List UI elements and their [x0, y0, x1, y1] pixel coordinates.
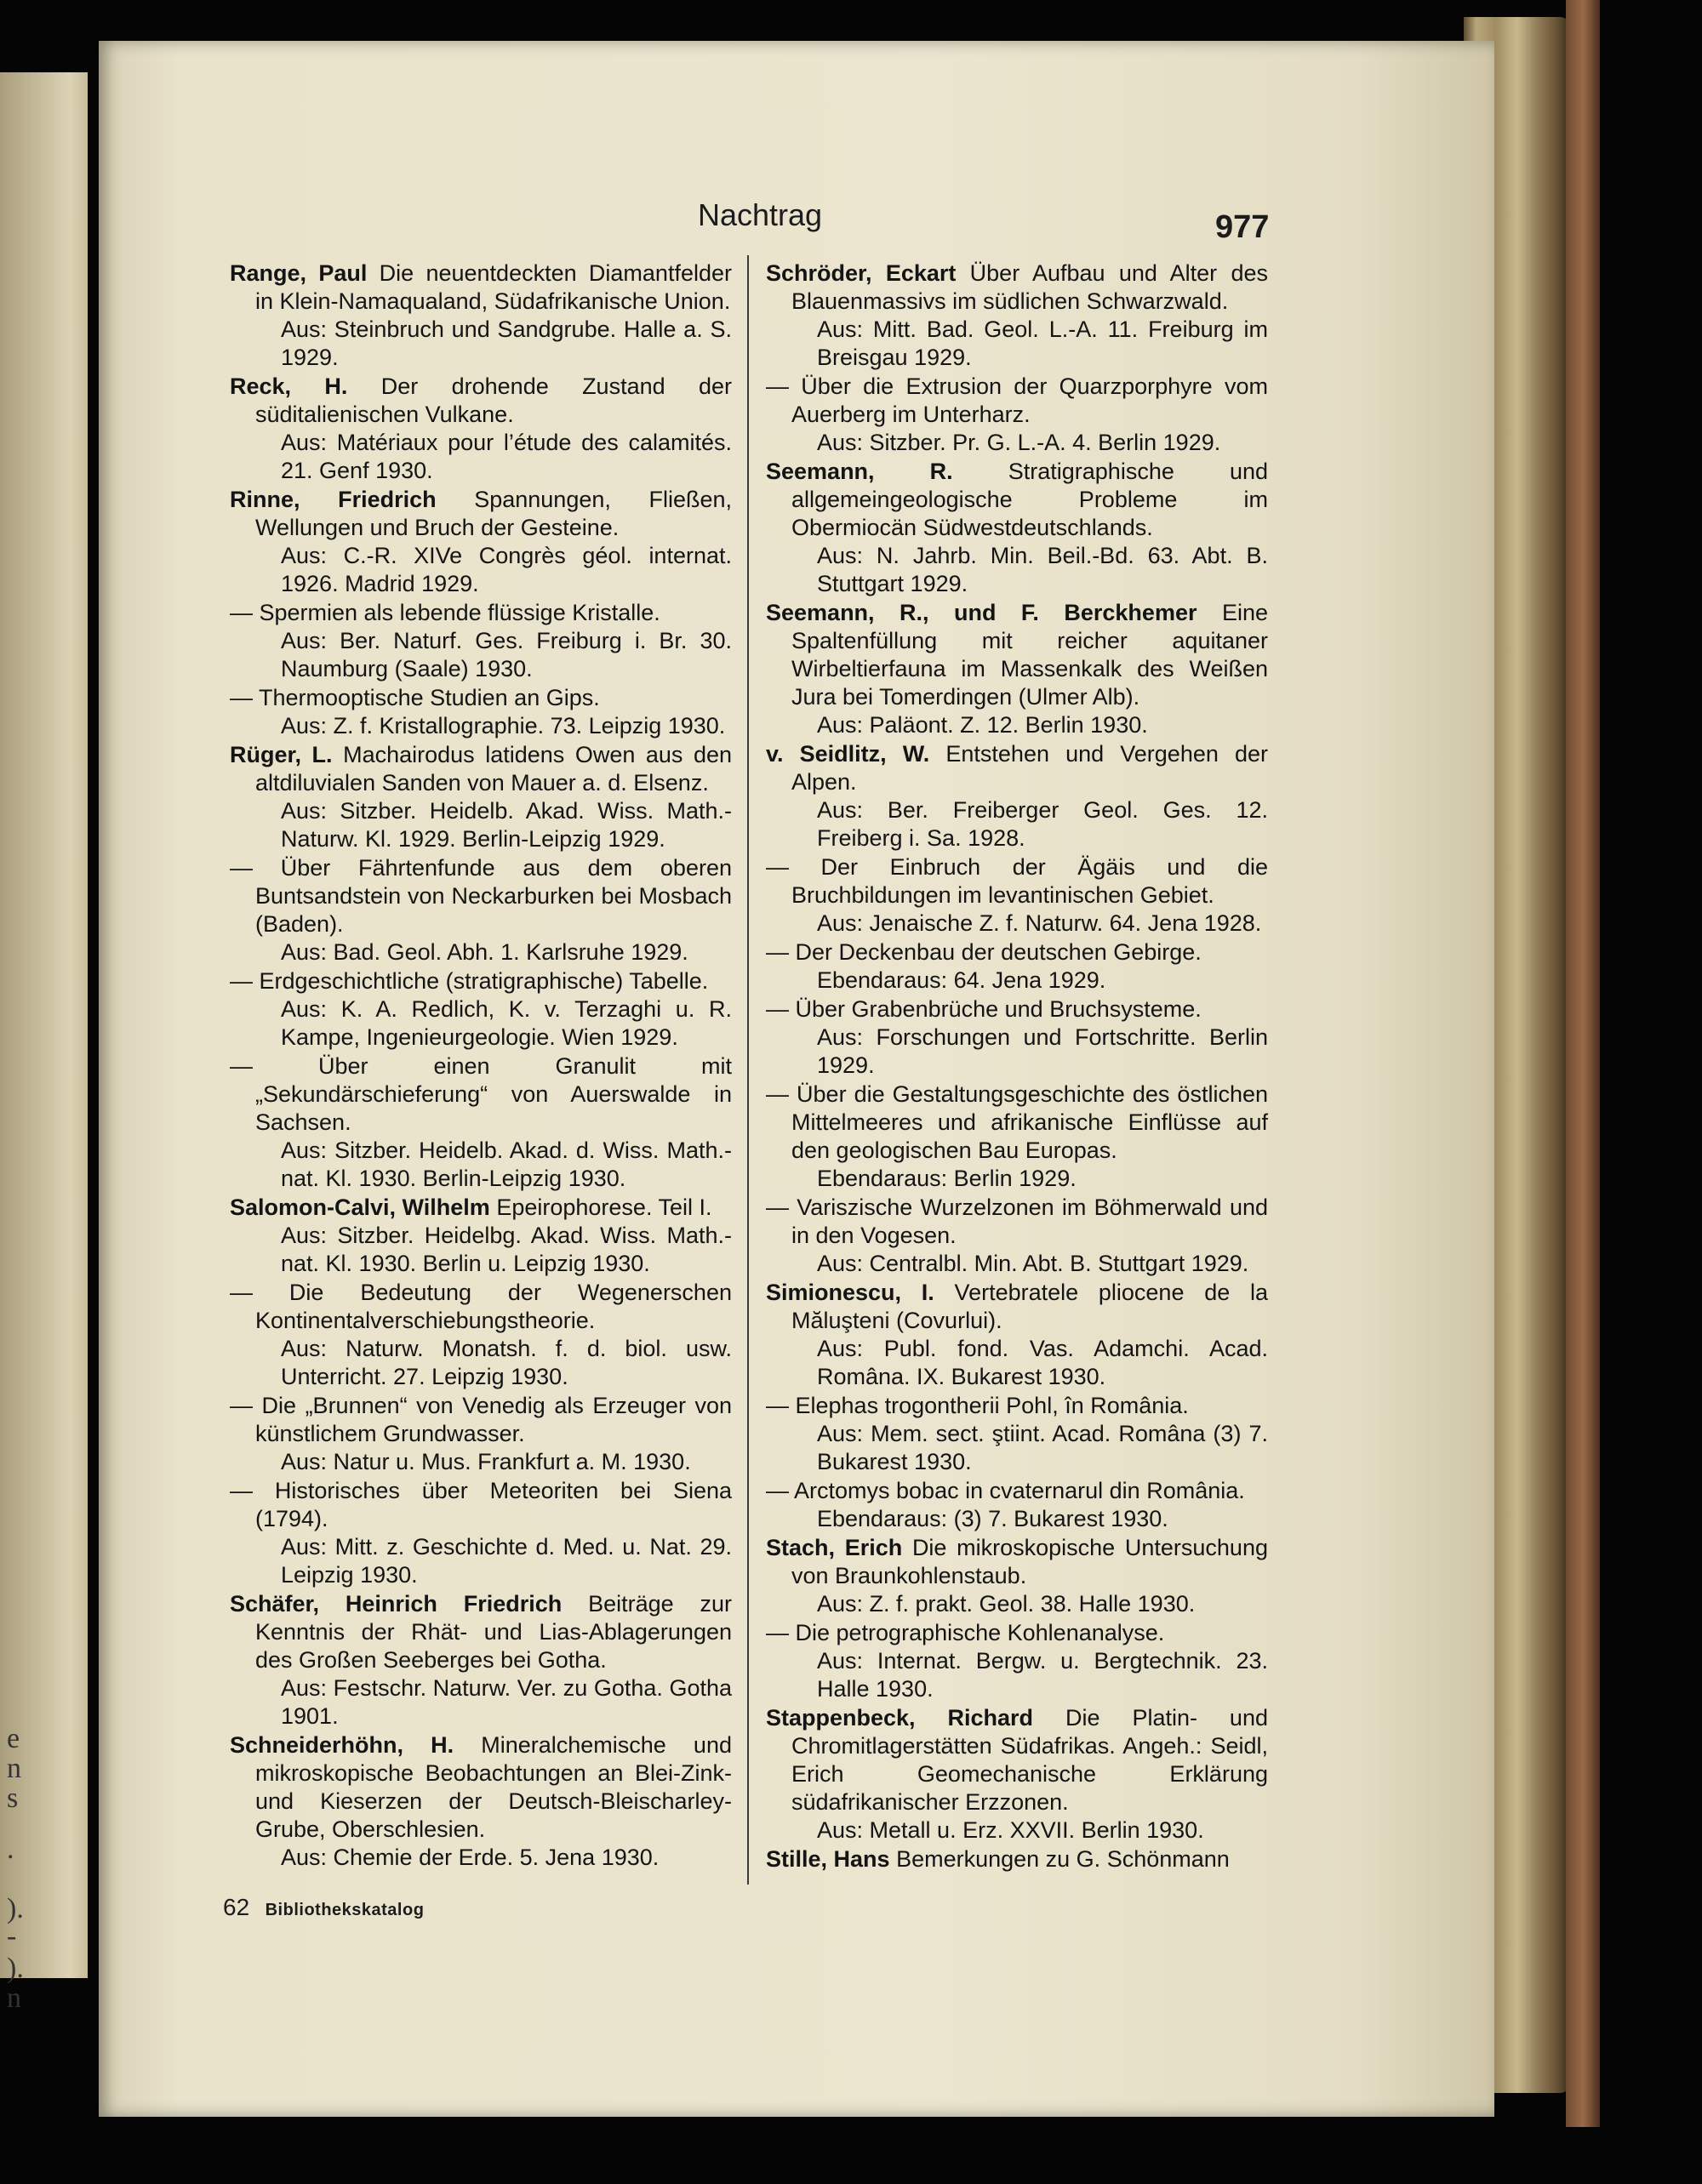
entry-source: Aus: Jenaische Z. f. Naturw. 64. Jena 1928.: [817, 910, 1262, 936]
footer-signature: [223, 1894, 424, 1921]
bibliography-entry: [230, 1590, 732, 1731]
bibliography-entry: [766, 1534, 1268, 1618]
running-header: Nachtrag: [698, 197, 823, 232]
entry-title: — Spermien als lebende flüssige Kristalle.: [230, 600, 660, 625]
entry-title: — Über die Gestaltungsgeschichte des östlichen Mittelmeeres und afrikanische Einflüsse auf den geologischen Bau Europas.: [766, 1081, 1268, 1163]
facing-page-fragment: e: [7, 1723, 20, 1754]
bibliography-entry: [230, 1052, 732, 1193]
entry-source: Aus: Publ. fond. Vas. Adamchi. Acad. Româna. IX. Bukarest 1930.: [817, 1336, 1268, 1389]
entry-source: Aus: Matériaux pour l’étude des calamités. 21. Genf 1930.: [281, 430, 732, 483]
entry-author: Schäfer, Heinrich Friedrich: [230, 1591, 563, 1617]
entry-author: Rüger, L.: [230, 742, 333, 767]
entry-source: Aus: Naturw. Monatsh. f. d. biol. usw. Unterricht. 27. Leipzig 1930.: [281, 1336, 732, 1389]
entry-title: Mineralchemische und mikroskopische Beobachtungen an Blei-Zink- und Kieserzen der Deutsch-Bleischarley-Grube, Oberschlesien.: [255, 1732, 732, 1842]
entry-author: Schneiderhöhn, H.: [230, 1732, 454, 1758]
entry-source: Aus: N. Jahrb. Min. Beil.-Bd. 63. Abt. B. Stuttgart 1929.: [817, 543, 1268, 596]
right-column: [766, 259, 1268, 1874]
entry-author: v. Seidlitz, W.: [766, 741, 930, 767]
entry-title: — Die Bedeutung der Wegenerschen Kontinentalverschiebungstheorie.: [230, 1280, 732, 1333]
entry-source: Ebendaraus: 64. Jena 1929.: [817, 967, 1106, 993]
entry-title: — Thermooptische Studien an Gips.: [230, 685, 600, 710]
left-column: [230, 259, 732, 1873]
entry-source: Aus: K. A. Redlich, K. v. Terzaghi u. R. Kampe, Ingenieurgeologie. Wien 1929.: [281, 996, 732, 1050]
bibliography-entry: [230, 373, 732, 485]
entry-title: Entstehen und Vergehen der Alpen.: [791, 741, 1269, 795]
signature-number: 62: [223, 1894, 250, 1920]
facing-page-fragment: -: [7, 1920, 17, 1952]
bibliography-entry: [766, 259, 1268, 372]
entry-source: Aus: Centralbl. Min. Abt. B. Stuttgart 1929.: [817, 1251, 1249, 1276]
entry-title: — Über Fährtenfunde aus dem oberen Buntsandstein von Neckarburken bei Mosbach (Baden).: [230, 855, 732, 937]
entry-source: Aus: Paläont. Z. 12. Berlin 1930.: [817, 712, 1148, 738]
entry-title: — Der Einbruch der Ägäis und die Bruchbildungen im levantinischen Gebiet.: [766, 854, 1268, 908]
entry-title: Vertebratele pliocene de la Măluşteni (Covurlui).: [791, 1280, 1268, 1333]
column-divider: [747, 255, 749, 1885]
bibliography-entry: [766, 740, 1268, 853]
bibliography-entry: [230, 599, 732, 683]
entry-title: — Elephas trogontherii Pohl, în România.: [766, 1393, 1189, 1418]
bibliography-entry: [230, 1477, 732, 1589]
entry-source: Aus: Z. f. prakt. Geol. 38. Halle 1930.: [817, 1591, 1196, 1617]
entry-source: Aus: Bad. Geol. Abh. 1. Karlsruhe 1929.: [281, 939, 688, 965]
entry-source: Aus: Mitt. z. Geschichte d. Med. u. Nat. 29. Leipzig 1930.: [281, 1534, 732, 1588]
entry-source: Aus: Forschungen und Fortschritte. Berlin 1929.: [817, 1024, 1268, 1078]
facing-page-fragment: n: [7, 1982, 21, 2014]
entry-source: Aus: Ber. Naturf. Ges. Freiburg i. Br. 30. Naumburg (Saale) 1930.: [281, 628, 732, 681]
entry-source: Aus: Mitt. Bad. Geol. L.-A. 11. Freiburg im Breisgau 1929.: [817, 316, 1268, 370]
bibliography-entry: [766, 938, 1268, 995]
bibliography-entry: [230, 967, 732, 1052]
entry-title: Epeirophorese. Teil I.: [496, 1195, 712, 1220]
bibliography-entry: [766, 1279, 1268, 1391]
entry-title: Bemerkungen zu G. Schönmann: [896, 1846, 1230, 1872]
entry-title: Machairodus latidens Owen aus den altdiluvialen Sanden von Mauer a. d. Elsenz.: [255, 742, 733, 795]
entry-source: Aus: Sitzber. Pr. G. L.-A. 4. Berlin 1929.: [817, 430, 1221, 455]
entry-title: Die mikroskopische Untersuchung von Braunkohlenstaub.: [791, 1535, 1268, 1588]
entry-title: Über Aufbau und Alter des Blauenmassivs im südlichen Schwarzwald.: [791, 260, 1268, 314]
bibliography-entry: [766, 1619, 1268, 1703]
entry-title: — Die „Brunnen“ von Venedig als Erzeuger von künstlichem Grundwasser.: [230, 1393, 732, 1446]
entry-source: Aus: Festschr. Naturw. Ver. zu Gotha. Gotha 1901.: [281, 1675, 732, 1729]
facing-page-fragment: ).: [7, 1893, 24, 1925]
entry-title: Beiträge zur Kenntnis der Rhät- und Lias-Ablagerungen des Großen Seeberges bei Gotha.: [255, 1591, 732, 1673]
bibliography-entry: [766, 1704, 1268, 1845]
entry-source: Aus: C.-R. XIVe Congrès géol. internat. 1926. Madrid 1929.: [281, 543, 732, 596]
entry-title: — Historisches über Meteoriten bei Siena (1794).: [230, 1478, 732, 1531]
entry-author: Reck, H.: [230, 374, 348, 399]
entry-source: Aus: Chemie der Erde. 5. Jena 1930.: [281, 1845, 660, 1870]
entry-title: Die Platin- und Chromitlagerstätten Südafrikas. Angeh.: Seidl, Erich Geomechanische Erklärung südafrikanischer Erzzonen.: [791, 1705, 1268, 1815]
bibliography-entry: [230, 684, 732, 740]
entry-author: Rinne, Friedrich: [230, 487, 437, 512]
entry-source: Aus: Natur u. Mus. Frankfurt a. M. 1930.: [281, 1449, 691, 1474]
entry-source: Aus: Sitzber. Heidelb. Akad. d. Wiss. Math.-nat. Kl. 1930. Berlin-Leipzig 1930.: [281, 1138, 732, 1191]
entry-title: Der drohende Zustand der süditalienischen Vulkane.: [255, 374, 732, 427]
bibliography-entry: [766, 1845, 1268, 1873]
entry-title: — Über die Extrusion der Quarzporphyre vom Auerberg im Unterharz.: [766, 374, 1268, 427]
entry-author: Schröder, Eckart: [766, 260, 957, 286]
bibliography-entry: [230, 1392, 732, 1476]
entry-author: Stach, Erich: [766, 1535, 903, 1560]
bibliography-entry: [230, 1731, 732, 1872]
page-number: 977: [1215, 209, 1270, 245]
bibliography-entry: [766, 1081, 1268, 1193]
bibliography-entry: [766, 1194, 1268, 1278]
entry-author: Simionescu, I.: [766, 1280, 934, 1305]
facing-page-fragment: ).: [7, 1953, 24, 1984]
entry-source: Ebendaraus: Berlin 1929.: [817, 1166, 1077, 1191]
book-cover-edge: [1566, 0, 1600, 2127]
bibliography-entry: [766, 1477, 1268, 1533]
bibliography-entry: [766, 1392, 1268, 1476]
entry-source: Aus: Steinbruch und Sandgrube. Halle a. S. 1929.: [281, 316, 732, 370]
entry-source: Aus: Internat. Bergw. u. Bergtechnik. 23. Halle 1930.: [817, 1648, 1268, 1702]
entry-source: Aus: Ber. Freiberger Geol. Ges. 12. Freiberg i. Sa. 1928.: [817, 797, 1268, 851]
entry-title: Eine Spaltenfüllung mit reicher aquitaner Wirbeltierfauna im Massenkalk des Weißen Jura bei Tomerdingen (Ulmer Alb).: [791, 600, 1268, 710]
entry-source: Aus: Metall u. Erz. XXVII. Berlin 1930.: [817, 1817, 1204, 1843]
bibliography-entry: [230, 1279, 732, 1391]
entry-source: Ebendaraus: (3) 7. Bukarest 1930.: [817, 1506, 1168, 1531]
entry-title: — Der Deckenbau der deutschen Gebirge.: [766, 939, 1202, 965]
entry-author: Salomon-Calvi, Wilhelm: [230, 1195, 490, 1220]
signature-label: Bibliothekskatalog: [265, 1901, 425, 1919]
bibliography-entry: [230, 486, 732, 598]
entry-title: Spannungen, Fließen, Wellungen und Bruch der Gesteine.: [255, 487, 732, 540]
entry-title: — Variszische Wurzelzonen im Böhmerwald und in den Vogesen.: [766, 1195, 1268, 1248]
entry-author: Seemann, R.: [766, 459, 953, 484]
entry-source: Aus: Sitzber. Heidelb. Akad. Wiss. Math.-Naturw. Kl. 1929. Berlin-Leipzig 1929.: [281, 798, 732, 852]
bibliography-entry: [230, 854, 732, 967]
entry-title: — Über einen Granulit mit „Sekundärschieferung“ von Auerswalde in Sachsen.: [230, 1053, 732, 1135]
facing-page-edge: [0, 72, 88, 2014]
bibliography-entry: [766, 995, 1268, 1080]
bibliography-entry: [766, 373, 1268, 457]
bibliography-entry: [230, 1194, 732, 1278]
bibliography-entry: [766, 599, 1268, 739]
entry-title: — Arctomys bobac in cvaternarul din România.: [766, 1478, 1245, 1503]
facing-page-fragment: n: [7, 1753, 21, 1784]
entry-author: Seemann, R., und F. Berckhemer: [766, 600, 1197, 625]
entry-author: Range, Paul: [230, 260, 368, 286]
entry-title: — Erdgeschichtliche (stratigraphische) Tabelle.: [230, 968, 709, 994]
facing-page-fragment: .: [7, 1833, 14, 1865]
bibliography-entry: [230, 741, 732, 853]
entry-source: Aus: Z. f. Kristallographie. 73. Leipzig 1930.: [281, 713, 726, 738]
entry-source: Aus: Sitzber. Heidelbg. Akad. Wiss. Math.-nat. Kl. 1930. Berlin u. Leipzig 1930.: [281, 1223, 732, 1276]
bibliography-entry: [230, 259, 732, 372]
entry-title: — Über Grabenbrüche und Bruchsysteme.: [766, 996, 1202, 1022]
bibliography-entry: [766, 853, 1268, 938]
entry-title: Die neuentdeckten Diamantfelder in Klein-Namaqualand, Südafrikanische Union.: [255, 260, 732, 314]
entry-title: — Die petrographische Kohlenanalyse.: [766, 1620, 1165, 1645]
bibliography-entry: [766, 458, 1268, 598]
entry-source: Aus: Mem. sect. ştiint. Acad. Româna (3) 7. Bukarest 1930.: [817, 1421, 1268, 1474]
entry-author: Stappenbeck, Richard: [766, 1705, 1034, 1731]
facing-page-fragment: s: [7, 1782, 19, 1814]
entry-title: Stratigraphische und allgemeingeologische Probleme im Obermiocän Südwestdeutschlands.: [791, 459, 1268, 540]
entry-author: Stille, Hans: [766, 1846, 890, 1872]
